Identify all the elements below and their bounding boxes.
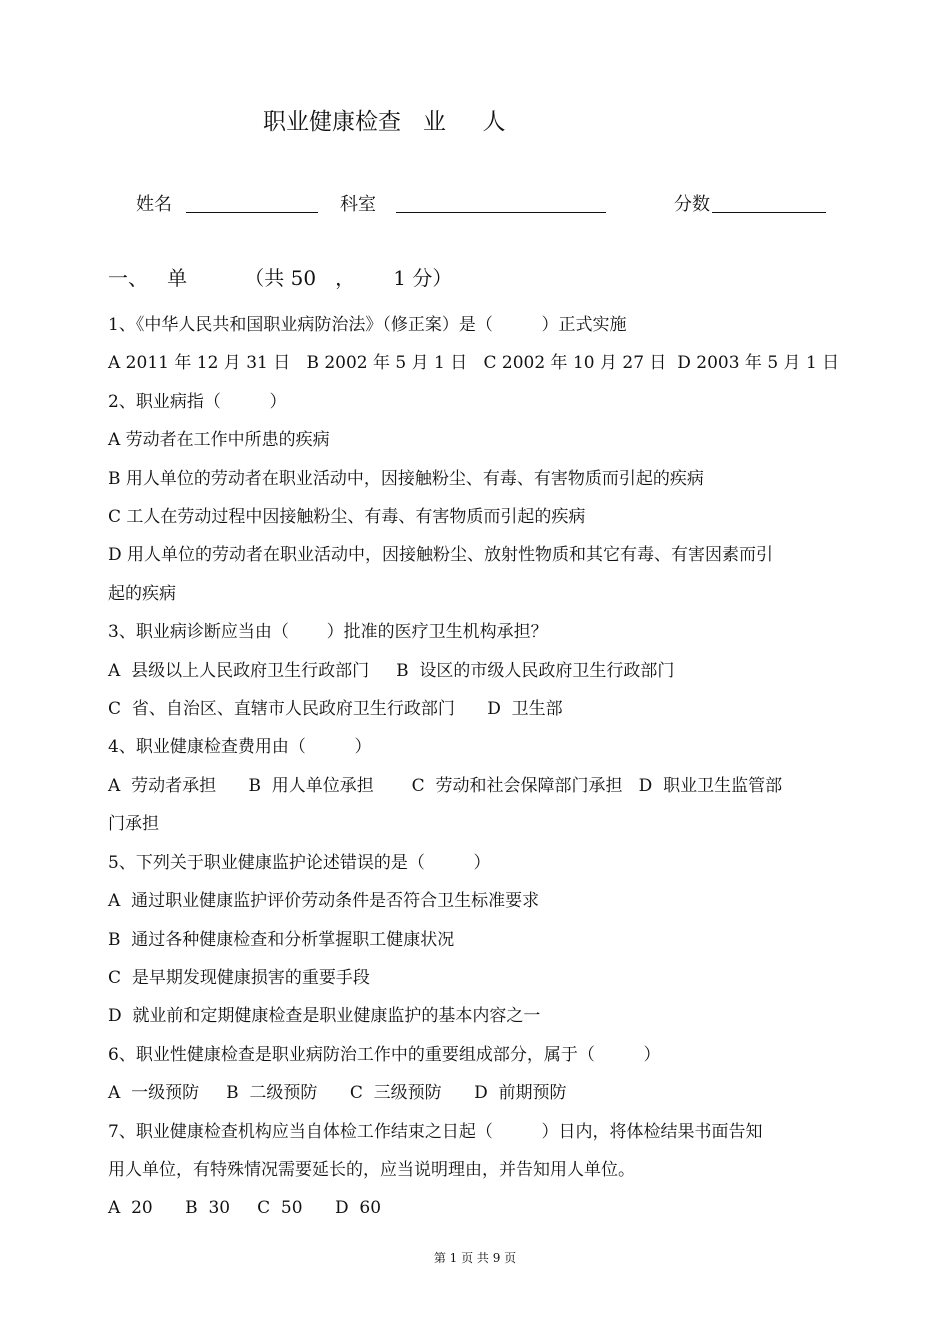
text-line: 5、下列关于职业健康监护论述错误的是（ ） xyxy=(108,852,491,873)
section-heading: 一、 单 （共 50 ， 1 分） xyxy=(108,266,453,290)
text-line: A 一级预防 B 二级预防 C 三级预防 D 前期预防 xyxy=(108,1083,567,1104)
dept-blank-line xyxy=(396,212,606,213)
text-line: D 就业前和定期健康检查是职业健康监护的基本内容之一 xyxy=(108,1006,541,1027)
text-line: 6、职业性健康检查是职业病防治工作中的重要组成部分，属于（ ） xyxy=(108,1044,661,1065)
header-fields xyxy=(136,190,836,220)
dept-label: 科室 xyxy=(340,194,376,215)
text-line: 1、《中华人民共和国职业病防治法》（修正案）是（ ）正式实施 xyxy=(108,315,627,335)
score-label: 分数 xyxy=(674,194,710,215)
text-line: A 县级以上人民政府卫生行政部门 B 设区的市级人民政府卫生行政部门 xyxy=(108,660,675,681)
text-line: C 是早期发现健康损害的重要手段 xyxy=(108,967,370,988)
name-blank-line xyxy=(186,212,318,213)
document-title: 职业健康检查 业 人 xyxy=(263,109,506,135)
text-line: B 通过各种健康检查和分析掌握职工健康状况 xyxy=(108,929,455,950)
text-line: 3、职业病诊断应当由（ ）批准的医疗卫生机构承担？ xyxy=(108,622,548,643)
text-line: 用人单位，有特殊情况需要延长的，应当说明理由，并告知用人单位。 xyxy=(108,1159,635,1180)
text-line: A 劳动者在工作中所患的疾病 xyxy=(108,430,330,451)
text-line: 7、职业健康检查机构应当自体检工作结束之日起（ ）日内，将体检结果书面告知 xyxy=(108,1121,763,1142)
text-line: 起的疾病 xyxy=(108,583,176,604)
text-line: A 劳动者承担 B 用人单位承担 C 劳动和社会保障部门承担 D 职业卫生监管部 xyxy=(108,775,783,796)
text-line: D 用人单位的劳动者在职业活动中，因接触粉尘、放射性物质和其它有毒、有害因素而引 xyxy=(108,545,774,566)
score-blank-line xyxy=(712,212,826,213)
text-line: 2、职业病指（ ） xyxy=(108,391,287,412)
page-footer: 第 1 页 共 9 页 xyxy=(433,1251,517,1265)
question-list xyxy=(108,306,868,1228)
text-line: A 20 B 30 C 50 D 60 xyxy=(108,1198,382,1219)
text-line: 4、职业健康检查费用由（ ） xyxy=(108,737,372,758)
text-line: B 用人单位的劳动者在职业活动中，因接触粉尘、有毒、有害物质而引起的疾病 xyxy=(108,468,704,489)
text-line: A 通过职业健康监护评价劳动条件是否符合卫生标准要求 xyxy=(108,891,540,912)
text-line: A 2011 年 12 月 31 日 B 2002 年 5 月 1 日 C 2002 年 10 月 27 日 D 2003 年 5 月 1 日 xyxy=(108,353,840,374)
text-line: C 省、自治区、直辖市人民政府卫生行政部门 D 卫生部 xyxy=(108,699,563,720)
text-line: 门承担 xyxy=(108,814,159,835)
name-label: 姓名 xyxy=(136,194,172,215)
text-line: C 工人在劳动过程中因接触粉尘、有毒、有害物质而引起的疾病 xyxy=(108,507,586,528)
